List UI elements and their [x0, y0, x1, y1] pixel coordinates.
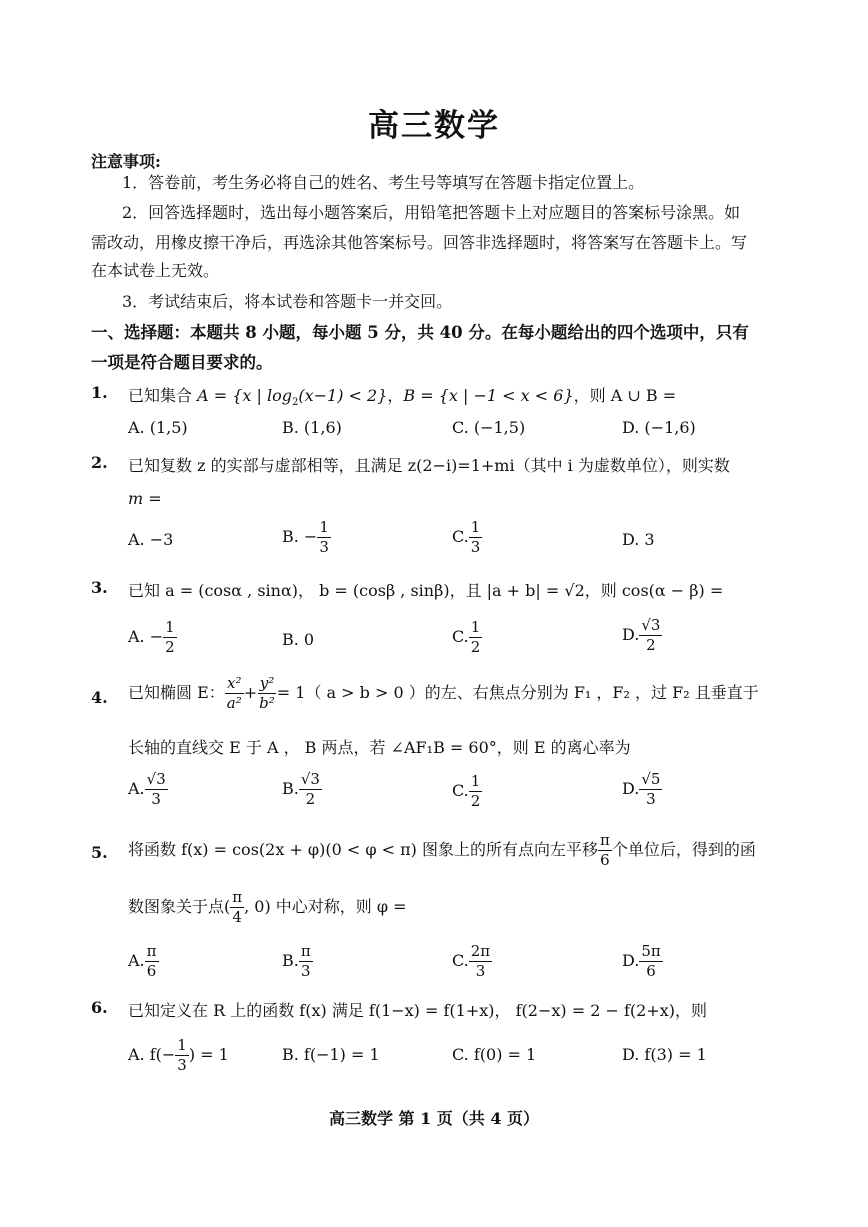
question-3-option-a: [128, 620, 177, 655]
option-label: C.: [452, 951, 469, 970]
note-item-3: 3．考试结束后，将本试卷和答题卡一并交回。: [122, 292, 453, 311]
fraction-denominator: 3: [319, 538, 329, 556]
question-4-option-d: [622, 772, 662, 807]
question-1-option-a: A. (1,5): [128, 418, 188, 437]
option-label: B.: [282, 951, 299, 970]
question-2-option-a: A. −3: [128, 530, 174, 549]
fraction-denominator: a²: [226, 694, 242, 712]
fraction-denominator: 2: [305, 790, 316, 808]
question-5-option-d: [622, 944, 663, 979]
fraction-numerator: 1: [470, 618, 481, 636]
note-item-2-line-3: 在本试卷上无效。: [91, 261, 220, 280]
question-1-set-b: B = {x | −1 < x < 6}: [403, 386, 574, 405]
fraction-denominator: 2: [470, 638, 481, 656]
question-1-log-base: 2: [291, 397, 299, 409]
question-4-stem-line-1: [128, 676, 759, 711]
page-title: 高三数学: [368, 108, 500, 144]
note-item-2-line-1: 2．回答选择题时，选出每小题答案后，用铅笔把答题卡上对应题目的答案标号涂黑。如: [122, 203, 741, 222]
question-1-number: 1.: [91, 383, 108, 402]
fraction-denominator: 3: [151, 790, 161, 808]
fraction-denominator: 2: [646, 636, 656, 654]
question-3-option-b: B. 0: [282, 630, 315, 649]
section-heading-line-2: 一项是符合题目要求的。: [91, 353, 273, 372]
fraction: [469, 620, 483, 655]
plus-sign: +: [243, 683, 258, 702]
fraction-denominator: 6: [146, 962, 157, 980]
section-heading-line-1: 一、选择题：本题共 8 小题，每小题 5 分，共 40 分。在每小题给出的四个选项中，只有: [91, 323, 749, 342]
question-4-pre: 已知椭圆 E：: [128, 683, 225, 702]
question-6-stem: 已知定义在 R 上的函数 f(x) 满足 f(1−x) = f(1+x)， f(2−x) = 2 − f(2+x)，则: [128, 1001, 707, 1020]
notes-heading: 注意事项:: [91, 152, 161, 171]
question-6-option-b: B. f(−1) = 1: [282, 1045, 380, 1064]
question-4-number: 4.: [91, 688, 108, 707]
fraction-numerator: 1: [470, 772, 481, 790]
fraction-denominator: 3: [646, 790, 656, 808]
question-1-option-d: D. (−1,6): [622, 418, 696, 437]
question-3-option-c: [452, 620, 482, 655]
question-1-post: ，则 A ∪ B =: [573, 386, 677, 405]
fraction: [469, 520, 483, 555]
fraction-denominator: 2: [470, 792, 481, 810]
fraction-numerator: √5: [641, 770, 661, 788]
option-label: D.: [622, 951, 640, 970]
question-5-stem-line-2: [128, 890, 407, 925]
question-2-option-d: D. 3: [622, 530, 655, 549]
fraction-numerator: π: [300, 942, 311, 960]
option-suffix: ) = 1: [188, 1045, 229, 1064]
fraction: [639, 618, 662, 653]
question-6-option-a: [128, 1038, 229, 1073]
question-2-option-c: [452, 520, 482, 555]
fraction: [225, 676, 244, 711]
fraction-denominator: 2: [165, 638, 175, 656]
question-2-number: 2.: [91, 453, 108, 472]
note-item-2-line-2: 需改动，用橡皮擦干净后，再选涂其他答案标号。回答非选择题时，将答案写在答题卡上。写: [91, 233, 748, 252]
question-5-post: 个单位后，得到的函: [611, 840, 756, 859]
question-1-pre: 已知集合: [128, 386, 198, 405]
question-5-option-b: [282, 944, 313, 979]
question-4-post: = 1（ a > b > 0 ）的左、右焦点分别为 F₁ ，F₂ ，过 F₂ 且垂直于: [276, 683, 759, 702]
question-1-stem: [128, 383, 676, 408]
fraction: [299, 772, 322, 807]
question-1-set-a: A = {x | log: [197, 386, 292, 405]
fraction: [175, 1038, 189, 1073]
fraction: [163, 620, 177, 655]
fraction: [145, 772, 168, 807]
question-4-option-b: [282, 772, 322, 807]
option-label: C.: [452, 627, 469, 646]
fraction-numerator: 1: [470, 518, 481, 536]
option-label: A.: [128, 951, 145, 970]
fraction: [317, 520, 331, 555]
question-5-line-2-post: , 0) 中心对称，则 φ =: [244, 897, 407, 916]
option-label: A. −: [128, 627, 164, 646]
question-1-sep: ，: [387, 386, 404, 405]
question-5-stem-line-1: [128, 833, 756, 868]
option-label: B. −: [282, 527, 318, 546]
option-label: B.: [282, 779, 299, 798]
fraction-numerator: √3: [641, 616, 661, 634]
question-6-option-c: C. f(0) = 1: [452, 1045, 537, 1064]
fraction-numerator: x²: [227, 674, 242, 692]
question-6-option-d: D. f(3) = 1: [622, 1045, 707, 1064]
fraction-numerator: 2π: [470, 942, 491, 960]
question-1-set-a-post: (x−1) < 2}: [298, 386, 388, 405]
fraction-denominator: 3: [177, 1056, 187, 1074]
question-5-number: 5.: [91, 843, 108, 862]
fraction: [257, 676, 277, 711]
question-4-stem-line-2: 长轴的直线交 E 于 A ， B 两点，若 ∠AF₁B = 60°，则 E 的离心率为: [128, 738, 631, 757]
option-label: A.: [128, 779, 145, 798]
option-label: A. f(−: [128, 1045, 176, 1064]
question-5-line-2-pre: 数图象关于点(: [128, 897, 231, 916]
fraction-numerator: π: [146, 942, 157, 960]
fraction-denominator: 3: [475, 962, 486, 980]
fraction-denominator: 4: [232, 908, 242, 926]
note-item-1: 1．答卷前，考生务必将自己的姓名、考生号等填写在答题卡指定位置上。: [122, 173, 645, 192]
fraction-denominator: 6: [646, 962, 656, 980]
question-5-option-c: [452, 944, 492, 979]
question-1-option-c: C. (−1,5): [452, 418, 526, 437]
question-6-number: 6.: [91, 998, 108, 1017]
option-label: C.: [452, 781, 469, 800]
fraction-numerator: π: [232, 888, 243, 906]
question-2-option-b: [282, 520, 331, 555]
fraction: [639, 944, 662, 979]
fraction: [230, 890, 244, 925]
question-2-stem-line-1: 已知复数 z 的实部与虚部相等，且满足 z(2−i)=1+mi（其中 i 为虚数单位），则实数: [128, 456, 730, 475]
question-3-number: 3.: [91, 578, 108, 597]
fraction: [469, 944, 492, 979]
question-3-option-d: [622, 618, 662, 653]
fraction-denominator: 3: [470, 538, 481, 556]
question-1-option-b: B. (1,6): [282, 418, 342, 437]
fraction-numerator: 1: [319, 518, 329, 536]
fraction-numerator: 1: [177, 1036, 187, 1054]
fraction-denominator: 3: [301, 962, 311, 980]
fraction-numerator: 5π: [641, 942, 661, 960]
fraction-numerator: 1: [165, 618, 175, 636]
question-4-option-c: [452, 774, 482, 809]
option-label: D.: [622, 625, 640, 644]
question-3-stem: 已知 a = (cosα , sinα)， b = (cosβ , sinβ)，且 |a + b| = √2，则 cos(α − β) =: [128, 581, 724, 600]
fraction-denominator: 6: [600, 851, 610, 869]
fraction: [598, 833, 612, 868]
fraction-numerator: √3: [146, 770, 166, 788]
option-label: C.: [452, 527, 469, 546]
page-footer: 高三数学 第 1 页（共 4 页）: [328, 1109, 540, 1128]
fraction: [639, 772, 662, 807]
fraction: [145, 944, 159, 979]
fraction: [469, 774, 483, 809]
question-5-pre: 将函数 f(x) = cos(2x + φ)(0 < φ < π) 图象上的所有点向左平移: [128, 840, 598, 859]
fraction: [299, 944, 313, 979]
fraction-denominator: b²: [259, 694, 275, 712]
question-2-stem-line-2: m =: [128, 489, 162, 508]
fraction-numerator: y²: [259, 674, 275, 692]
fraction-numerator: π: [600, 831, 610, 849]
option-label: D.: [622, 779, 640, 798]
fraction-numerator: √3: [300, 770, 320, 788]
question-4-option-a: [128, 772, 168, 807]
question-5-option-a: [128, 944, 159, 979]
